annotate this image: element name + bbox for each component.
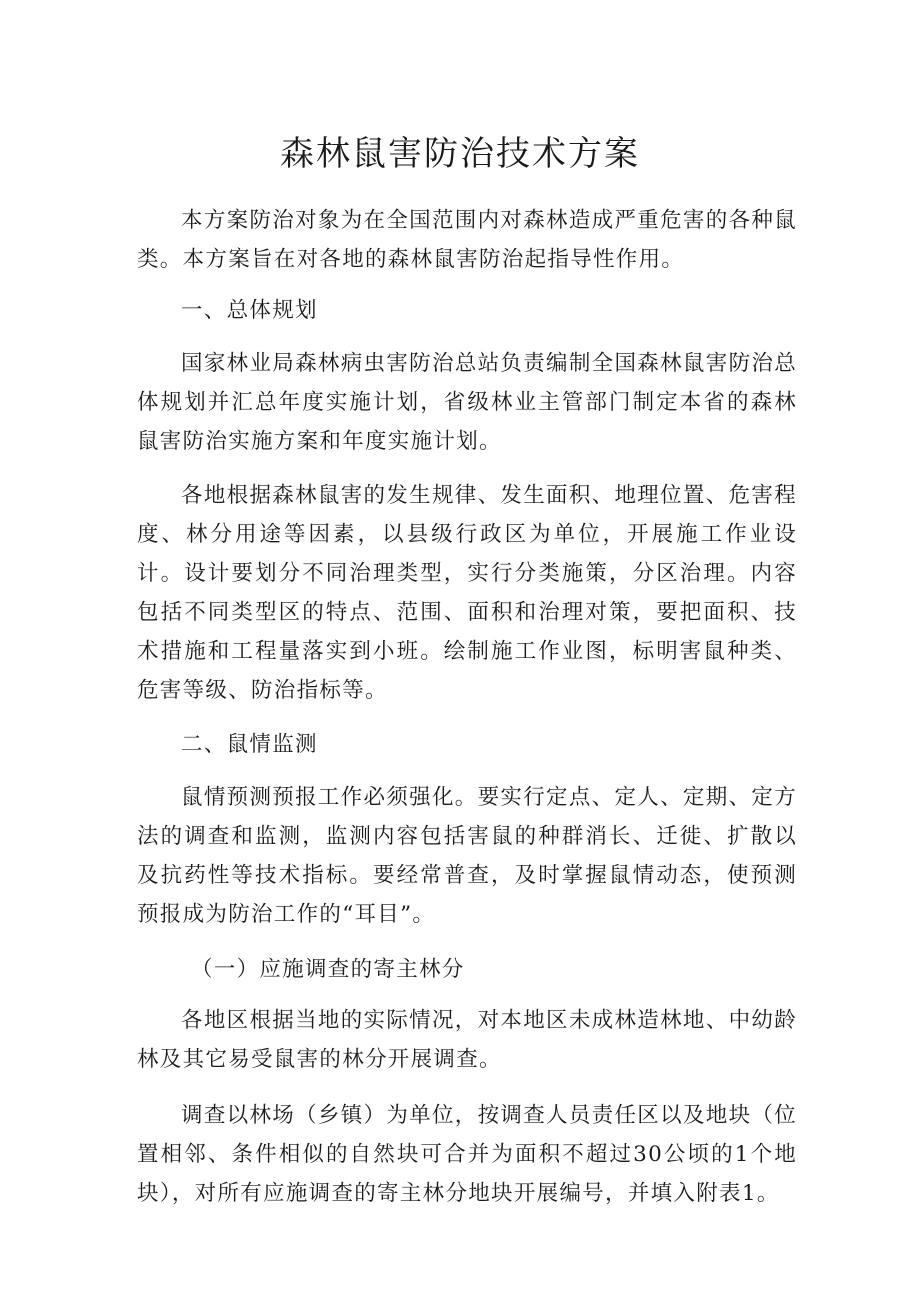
paragraph-planning-2: 各地根据森林鼠害的发生规律、发生面积、地理位置、危害程度、林分用途等因素，以县级行政区为单位，开展施工作业设计。设计要划分不同治理类型，实行分类施策，分区治理。内容包括不同类型区的特点、范围、面积和治理对策，要把面积、技术措施和工程量落实到小班。绘制施工作业图，标明害鼠种类、危害等级、防治指标等。 [137,483,797,703]
section-heading-1: 一、总体规划 [181,298,318,323]
paragraph-monitoring: 鼠情预测预报工作必须强化。要实行定点、定人、定期、定方法的调查和监测，监测内容包括害鼠的种群消长、迁徙、扩散以及抗药性等技术指标。要经常普查，及时掌握鼠情动态，使预测预报成为防治工作的“耳目”。 [137,785,797,927]
section-heading-2: 二、鼠情监测 [181,732,318,757]
document-title: 森林鼠害防治技术方案 [280,134,640,174]
paragraph-intro: 本方案防治对象为在全国范围内对森林造成严重危害的各种鼠类。本方案旨在对各地的森林鼠害防治起指导性作用。 [137,208,797,272]
paragraph-host-forest-1: 各地区根据当地的实际情况，对本地区未成林造林地、中幼龄林及其它易受鼠害的林分开展调查。 [137,1008,797,1072]
paragraph-planning-1: 国家林业局森林病虫害防治总站负责编制全国森林鼠害防治总体规划并汇总年度实施计划，省级林业主管部门制定本省的森林鼠害防治实施方案和年度实施计划。 [137,351,797,454]
subsection-heading-1: （一）应施调查的寄主林分 [191,957,465,982]
paragraph-host-forest-2: 调查以林场（乡镇）为单位，按调查人员责任区以及地块（位置相邻、条件相似的自然块可合并为面积不超过30公顷的1个地块），对所有应施调查的寄主林分地块开展编号，并填入附表1。 [137,1103,797,1206]
